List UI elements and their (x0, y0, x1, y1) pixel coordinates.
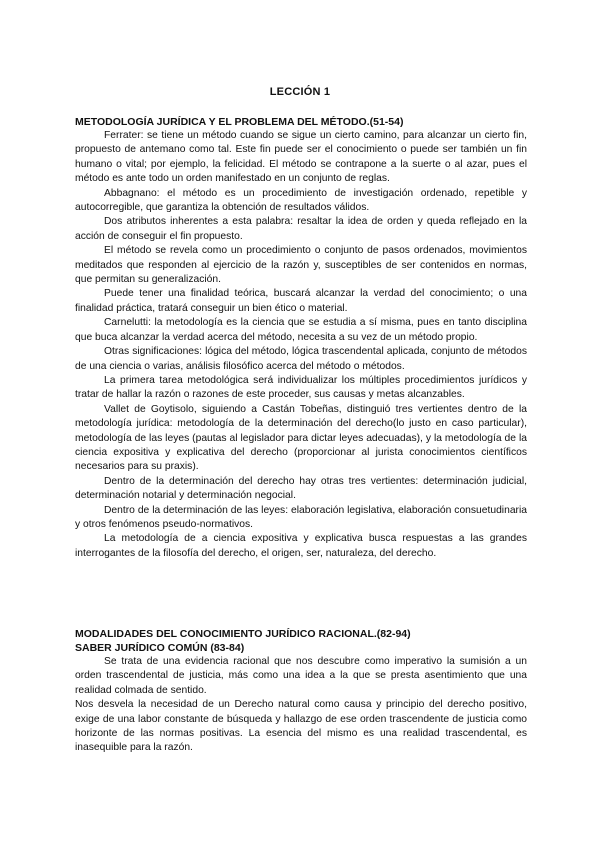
section-methodology (75, 115, 527, 561)
paragraph-expository-science: La metodología de a ciencia expositiva y explicativa busca respuestas a las grandes interrogantes de la filosofía del derecho, el origen, ser, naturaleza, del derecho. (75, 533, 527, 559)
section-heading: MODALIDADES DEL CONOCIMIENTO JURÍDICO RACIONAL.(82-94) (75, 628, 411, 640)
paragraph-method-procedure: El método se revela como un procedimiento o conjunto de pasos ordenados, movimientos meditados que responden al ejercicio de la razón y, susceptibles de ser contenidos en normas, que permitan su generalización. (75, 245, 527, 286)
paragraph-carnelutti: Carnelutti: la metodología es la ciencia que se estudia a sí misma, pues en tanto disciplina que buca alcanzar la verdad acerca del método, necesita a su vez de un método propio. (75, 317, 527, 343)
paragraph-finality: Puede tener una finalidad teórica, buscará alcanzar la verdad del conocimiento; o una finalidad práctica, tratará conseguir un bien ético o material. (75, 288, 527, 314)
paragraph-rational-evidence: Se trata de una evidencia racional que nos descubre como imperativo la sumisión a un orden trascendental de justicia, más como una idea a la que se presta asentimiento que una realidad colmada de sentido. (75, 656, 527, 696)
paragraph-attributes: Dos atributos inherentes a esta palabra: resaltar la idea de orden y queda reflejado en la acción de conseguir el fin propuesto. (75, 216, 527, 242)
paragraph-vallet: Vallet de Goytisolo, siguiendo a Castán Tobeñas, distinguió tres vertientes dentro de la metodología jurídica: metodología de la determinación del derecho(lo justo en caso particular), metodología de las leyes (pautas al legislador para dictar leyes adecuadas), y la metodología de la ciencia expositiva y explicativa del derecho (proporcionar al jurista conocimientos científicos necesarios para su praxis). (75, 403, 527, 473)
lesson-title: LECCIÓN 1 (269, 86, 331, 98)
section-legal-knowledge (75, 627, 527, 756)
paragraph-determination-law: Dentro de la determinación del derecho hay otras tres vertientes: determinación judicial, determinación notarial y determinación negocial. (75, 475, 527, 502)
paragraph-other-meanings: Otras significaciones: lógica del método, lógica trascendental aplicada, conjunto de métodos de una ciencia o varias, análisis filosófico acerca del método o métodos. (75, 346, 527, 372)
paragraph-abbagnano: Abbagnano: el método es un procedimiento de investigación ordenado, repetible y autocorregible, que garantiza la obtención de resultados válidos. (75, 187, 527, 214)
paragraph-natural-law: Nos desvela la necesidad de un Derecho natural como causa y principio del derecho positivo, exige de una labor constante de búsqueda y hallazgo de ese orden trascendente de justicia como horizonte de las normas positivas. La esencia del mismo es una realidad trascendental, es inasequible para la razón. (75, 699, 527, 754)
section-heading: METODOLOGÍA JURÍDICA Y EL PROBLEMA DEL MÉTODO.(51-54) (75, 116, 404, 128)
paragraph-determination-laws: Dentro de la determinación de las leyes: elaboración legislativa, elaboración consuetudinaria y otros fenómenos pseudo-normativos. (75, 504, 527, 530)
paragraph-first-task: La primera tarea metodológica será individualizar los múltiples procedimientos jurídicos y tratar de hallar la razón o razones de este proceder, sus causas y metas alcanzables. (75, 374, 527, 401)
section-subheading: SABER JURÍDICO COMÚN (83-84) (75, 642, 245, 654)
paragraph-ferrater: Ferrater: se tiene un método cuando se sigue un cierto camino, para alcanzar un cierto fin, propuesto de antemano como tal. Este fin puede ser el conocimiento o puede ser también un fin humano o vital; por ejemplo, la felicidad. El método se contrapone a la suerte o al azar, pues el método es ante todo un orden manifestado en un conjunto de reglas. (75, 130, 527, 185)
